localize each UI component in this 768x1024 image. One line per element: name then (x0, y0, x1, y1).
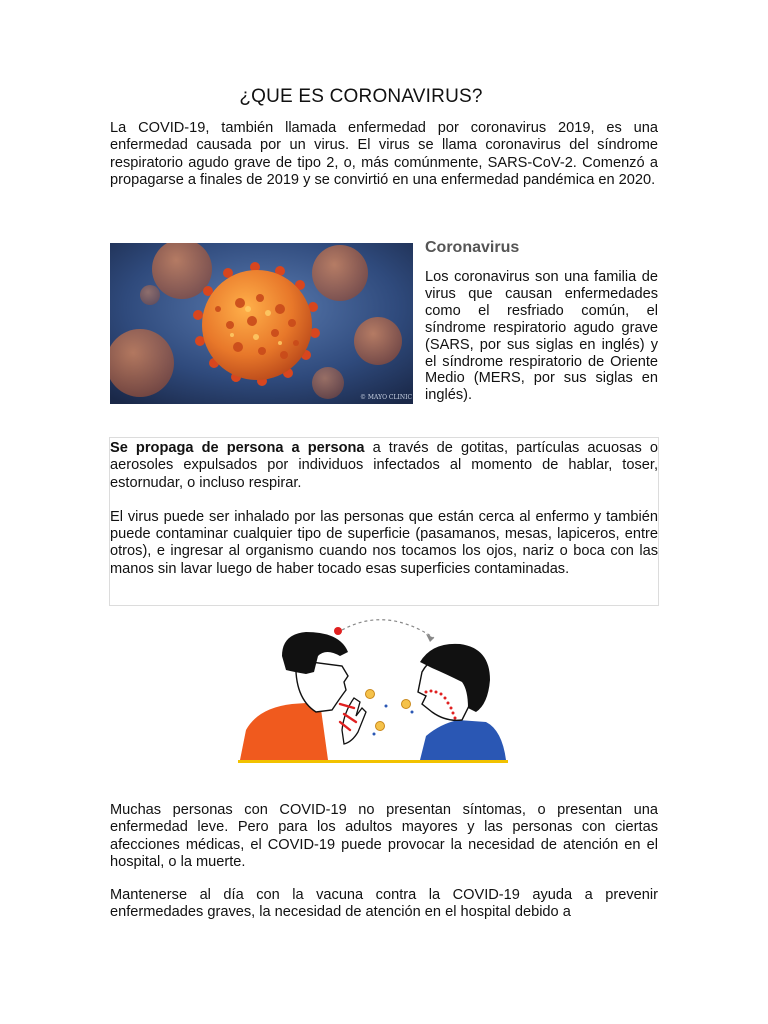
transmission-arc (342, 620, 434, 638)
people-talking-illustration (236, 612, 510, 768)
spread-rest: a través de gotitas, partículas acuosas o aerosoles expulsados por individuos infectados al momento de hablar, toser, estornudar, o incluso respirar. (110, 440, 658, 491)
intro-paragraph: La COVID-19, también llamada enfermedad por coronavirus 2019, es una enfermedad causada por un virus. El virus se llama coronavirus del síndrome respiratorio agudo grave de tipo 2, o, más comúnmente, SARS-CoV-2. Comenzó a propagarse a finales de 2019 y se convirtió en una enfermedad pandémica en 2020. (110, 120, 658, 188)
section-heading-coronavirus: Coronavirus (425, 239, 520, 256)
right-person-shirt (420, 720, 506, 760)
transmission-box (109, 437, 659, 606)
spread-paragraph (110, 440, 658, 492)
symptoms-paragraph: Muchas personas con COVID-19 no presentan síntomas, o presentan una enfermedad leve. Pero para los adultos mayores y las personas con ciertas afecciones médicas, el COVID-19 puede provocar la necesidad de atención en el hospital, o la muerte. (110, 802, 658, 870)
coronavirus-image (110, 243, 413, 404)
coronavirus-illustration (110, 243, 413, 404)
coronavirus-description: Los coronavirus son una familia de virus que causan enfermedades como el resfriado común, el síndrome respiratorio agudo grave (SARS, por sus siglas en inglés) y el síndrome respiratorio de Oriente Medio (MERS, por sus siglas en inglés). (425, 269, 658, 404)
droplet-icon (334, 627, 342, 635)
inhaled-paragraph: El virus puede ser inhalado por las personas que están cerca al enfermo y también puede contaminar cualquier tipo de superficie (pasamanos, mesas, lapiceros, entre otros), e ingresar al organismo cuando nos tocamos los ojos, nariz o boca con las manos sin lavar luego de haber tocado esas superficies contaminadas. (110, 508, 658, 577)
vaccine-paragraph: Mantenerse al día con la vacuna contra la COVID-19 ayuda a prevenir enfermedades graves, la necesidad de atención en el hospital debido a (110, 887, 658, 921)
spread-bold-lead: Se propaga de persona a persona (110, 440, 365, 456)
ground-line (238, 760, 508, 763)
transmission-illustration (236, 612, 510, 768)
image-watermark: © MAYO CLINIC (360, 394, 413, 401)
page-title: ¿QUE ES CORONAVIRUS? (239, 86, 483, 107)
